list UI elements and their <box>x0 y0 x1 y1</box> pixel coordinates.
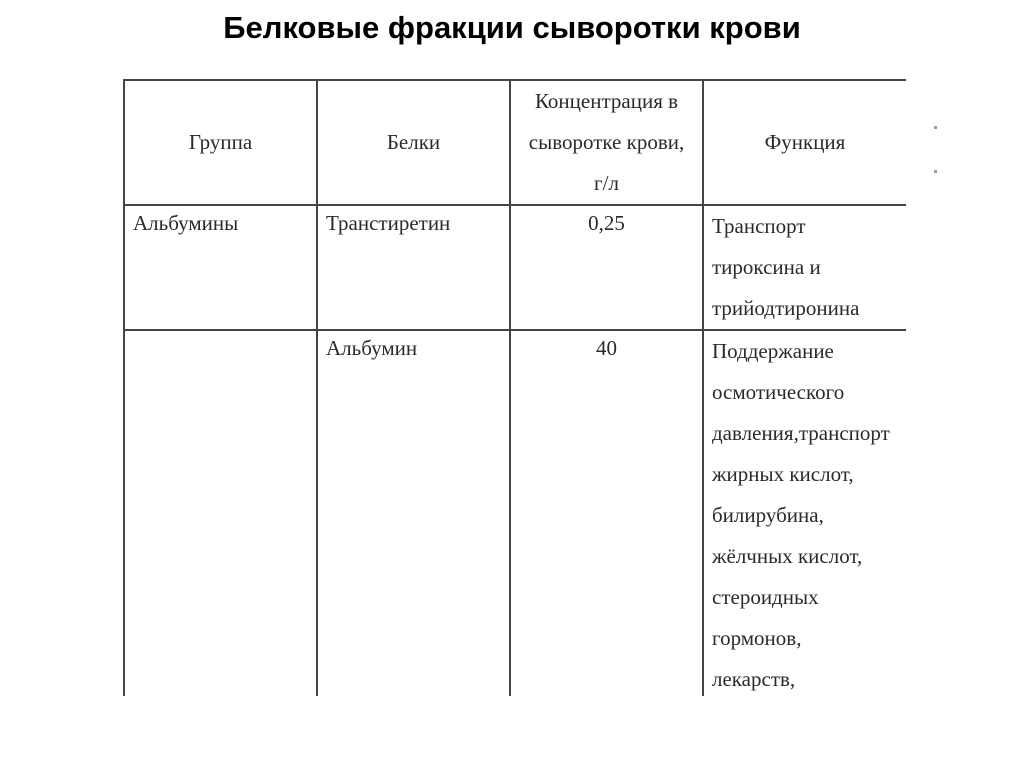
group-value: Альбумины <box>133 211 239 235</box>
cell-concentration <box>510 205 703 330</box>
concentration-value: 0,25 <box>588 211 625 235</box>
table-header-row <box>124 80 906 205</box>
slide-title: Белковые фракции сыворотки крови <box>223 10 801 45</box>
function-line: Поддержание <box>712 339 834 363</box>
cell-protein <box>317 330 510 696</box>
function-text <box>704 206 906 329</box>
cell-function <box>703 330 906 696</box>
function-line: тироксина и <box>712 255 821 279</box>
cell-group <box>124 330 317 696</box>
function-line: жирных кислот, <box>712 462 854 486</box>
group-value <box>125 331 316 333</box>
cell-concentration <box>510 330 703 696</box>
function-line: давления,транспорт <box>712 421 890 445</box>
cell-function <box>703 205 906 330</box>
table-row <box>124 205 906 330</box>
protein-fractions-table <box>123 79 906 696</box>
function-line: гормонов, <box>712 626 802 650</box>
table-row <box>124 330 906 696</box>
protein-value: Транстиретин <box>326 211 451 235</box>
function-line: осмотического <box>712 380 845 404</box>
protein-fractions-table-wrapper <box>123 79 906 696</box>
scan-speck <box>934 170 937 173</box>
header-group: Группа <box>124 80 317 205</box>
header-concentration: Концентрация в сыворотке крови, г/л <box>510 80 703 205</box>
function-line: лекарств, <box>712 667 796 691</box>
function-line: стероидных <box>712 585 819 609</box>
function-text <box>704 331 906 696</box>
header-proteins: Белки <box>317 80 510 205</box>
function-line: жёлчных кислот, <box>712 544 863 568</box>
cell-protein <box>317 205 510 330</box>
protein-value: Альбумин <box>326 336 418 360</box>
cell-group <box>124 205 317 330</box>
function-line: Транспорт <box>712 214 806 238</box>
header-function: Функция <box>703 80 906 205</box>
scan-speck <box>934 126 937 129</box>
function-line: трийодтиронина <box>712 296 860 320</box>
function-line: билирубина, <box>712 503 824 527</box>
concentration-value: 40 <box>596 336 617 360</box>
